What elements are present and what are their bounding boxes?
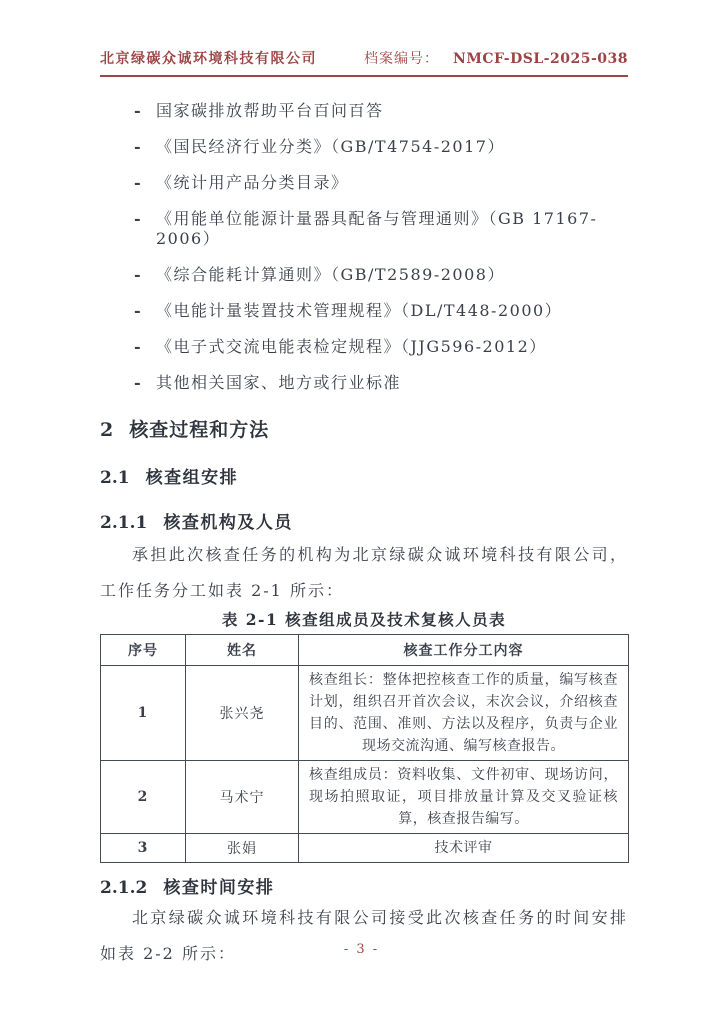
row-name: 马术宁 <box>186 761 299 834</box>
reference-item <box>100 337 628 357</box>
section-title: 核查过程和方法 <box>129 419 270 441</box>
table-row <box>101 834 629 863</box>
row-name: 张兴尧 <box>186 666 299 761</box>
bullet-dash: - <box>134 209 143 228</box>
bullet-dash: - <box>134 137 143 156</box>
table-2-1-caption: 表 2-1 核查组成员及技术复核人员表 <box>221 610 507 629</box>
reference-item <box>100 101 628 121</box>
reference-item <box>100 137 628 157</box>
schedule-intro-paragraph: 北京绿碳众诚环境科技有限公司接受此次核查任务的时间安排如表 2-2 所示： <box>100 908 628 963</box>
section-title: 核查组安排 <box>145 468 239 488</box>
section-number: 2 <box>100 419 114 441</box>
document-header <box>100 48 628 77</box>
bullet-dash: - <box>134 101 143 120</box>
row-duty: 技术评审 <box>299 834 629 863</box>
reference-item-text: 《统计用产品分类目录》 <box>156 173 349 192</box>
section-number: 2.1.2 <box>100 878 148 898</box>
reference-item-text: 《综合能耗计算通则》（GB/T2589-2008） <box>156 265 505 284</box>
table-row <box>101 666 629 761</box>
reference-item-text: 《用能单位能源计量器具配备与管理通则》（GB 17167-2006） <box>156 209 598 248</box>
reference-item <box>100 373 628 393</box>
row-name: 张娟 <box>186 834 299 863</box>
reference-item-text: 国家碳排放帮助平台百问百答 <box>156 101 384 120</box>
reference-item-text: 《电能计量装置技术管理规程》（DL/T448-2000） <box>156 301 563 320</box>
archive-number: NMCF-DSL-2025-038 <box>453 51 628 67</box>
reference-item <box>100 301 628 321</box>
section-number: 2.1 <box>100 468 130 488</box>
section-title: 核查机构及人员 <box>163 513 293 533</box>
reference-item <box>100 209 628 249</box>
bullet-dash: - <box>134 173 143 192</box>
section-title: 核查时间安排 <box>163 878 275 898</box>
reference-item <box>100 173 628 193</box>
table-header-row <box>101 635 629 666</box>
page-number: - 3 - <box>343 942 380 957</box>
archive-number-group <box>364 48 628 68</box>
reference-item <box>100 265 628 285</box>
company-name: 北京绿碳众诚环境科技有限公司 <box>100 51 317 67</box>
row-duty: 核查组长：整体把控核查工作的质量，编写核查计划，组织召开首次会议，末次会议，介绍核查目的、范围、准则、方法以及程序，负责与企业现场交流沟通、编写核查报告。 <box>299 666 629 761</box>
row-no: 3 <box>101 834 186 863</box>
reference-item-text: 其他相关国家、地方或行业标准 <box>156 373 402 392</box>
row-duty: 核查组成员：资料收集、文件初审、现场访问，现场拍照取证，项目排放量计算及交叉验证核算，核查报告编写。 <box>299 761 629 834</box>
team-intro-paragraph: 承担此次核查任务的机构为北京绿碳众诚环境科技有限公司，工作任务分工如表 2-1 所示： <box>100 545 628 600</box>
reference-item-text: 《电子式交流电能表检定规程》（JJG596-2012） <box>156 337 547 356</box>
verification-team-table <box>100 634 629 863</box>
column-header-no: 序号 <box>101 635 186 666</box>
section-heading-2-1-2 <box>100 873 628 898</box>
section-heading-2-1 <box>100 463 628 488</box>
section-heading-2-1-1 <box>100 508 628 533</box>
reference-list <box>100 101 628 393</box>
row-no: 2 <box>101 761 186 834</box>
archive-label: 档案编号： <box>364 51 440 67</box>
bullet-dash: - <box>134 373 143 392</box>
row-no: 1 <box>101 666 186 761</box>
bullet-dash: - <box>134 337 143 356</box>
bullet-dash: - <box>134 301 143 320</box>
table-row <box>101 761 629 834</box>
bullet-dash: - <box>134 265 143 284</box>
reference-item-text: 《国民经济行业分类》（GB/T4754-2017） <box>156 137 505 156</box>
section-heading-2 <box>100 415 628 442</box>
column-header-name: 姓名 <box>186 635 299 666</box>
section-number: 2.1.1 <box>100 513 148 533</box>
column-header-duty: 核查工作分工内容 <box>299 635 629 666</box>
